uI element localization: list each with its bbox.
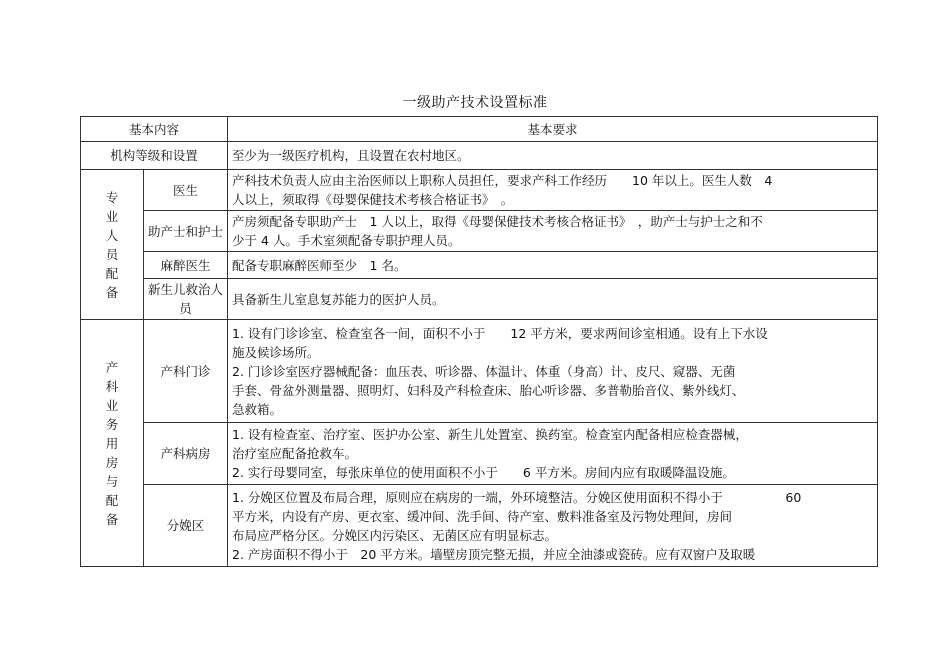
group-label-facility: 产 科 业 务 用 房 与 配 备	[81, 320, 144, 567]
cell-text-delivery-area: 1. 分娩区位置及布局合理，原则应在病房的一端，外环境整洁。分娩区使用面积不得小于 60 平方米，内设有产房、更衣室、缓冲间、洗手间、待产室、敷料准备室及污物处理间，房间 布局应严格分区。分娩区内污染区、无菌区应有明显标志。 2. 产房面积不得小于 20 平方米。墙壁房顶完整无损，并应全油漆或瓷砖。应有双窗户及取暖	[228, 485, 878, 567]
standards-table	[80, 116, 878, 567]
cell-text-neonatal-rescue: 具备新生儿室息复苏能力的医护人员。	[228, 279, 878, 320]
cell-text-anesthesiologist: 配备专职麻醉医师至少 1 名。	[228, 252, 878, 279]
header-basic-requirements: 基本要求	[228, 117, 878, 142]
sub-label-anesthesiologist: 麻醉医生	[144, 252, 228, 279]
table-row	[81, 142, 878, 170]
table-row	[81, 211, 878, 252]
table-row	[81, 279, 878, 320]
row-text-org-level: 至少为一级医疗机构，且设置在农村地区。	[228, 142, 878, 170]
table-row	[81, 423, 878, 485]
cell-text-doctor: 产科技术负责人应由主治医师以上职称人员担任，要求产科工作经历 10 年以上。医生人数 4 人以上，须取得《母婴保健技术考核合格证书》 。	[228, 170, 878, 211]
header-basic-content: 基本内容	[81, 117, 228, 142]
sub-label-ward: 产科病房	[144, 423, 228, 485]
page-title: 一级助产技术设置标准	[402, 95, 548, 111]
cell-text-midwife-nurse: 产房须配备专职助产士 1 人以上，取得《母婴保健技术考核合格证书》 ，助产士与护士之和不 少于 4 人。手术室须配备专职护理人员。	[228, 211, 878, 252]
sub-label-doctor: 医生	[144, 170, 228, 211]
sub-label-neonatal-rescue: 新生儿救治人员	[144, 279, 228, 320]
sub-label-outpatient: 产科门诊	[144, 320, 228, 423]
cell-text-outpatient: 1. 设有门诊诊室、检查室各一间，面积不小于 12 平方米，要求两间诊室相通。设有上下水设 施及候诊场所。 2. 门诊诊室医疗器械配备：血压表、听诊器、体温计、体重（身高）计、皮尺、窥器、无菌 手套、骨盆外测量器、照明灯、妇科及产科检查床、胎心听诊器、多普勒胎音仪、紫外线灯、 急救箱。	[228, 320, 878, 423]
table-row	[81, 252, 878, 279]
group-label-staff: 专 业 人 员 配 备	[81, 170, 144, 320]
table-header-row	[81, 117, 878, 142]
table-row	[81, 320, 878, 423]
row-label-org-level: 机构等级和设置	[81, 142, 228, 170]
table-row	[81, 170, 878, 211]
sub-label-midwife-nurse: 助产士和护士	[144, 211, 228, 252]
sub-label-delivery-area: 分娩区	[144, 485, 228, 567]
cell-text-ward: 1. 设有检查室、治疗室、医护办公室、新生儿处置室、换药室。检查室内配备相应检查器械， 治疗室应配备抢救车。 2. 实行母婴同室，每张床单位的使用面积不小于 6 平方米。房间内应有取暖降温设施。	[228, 423, 878, 485]
table-row	[81, 485, 878, 567]
